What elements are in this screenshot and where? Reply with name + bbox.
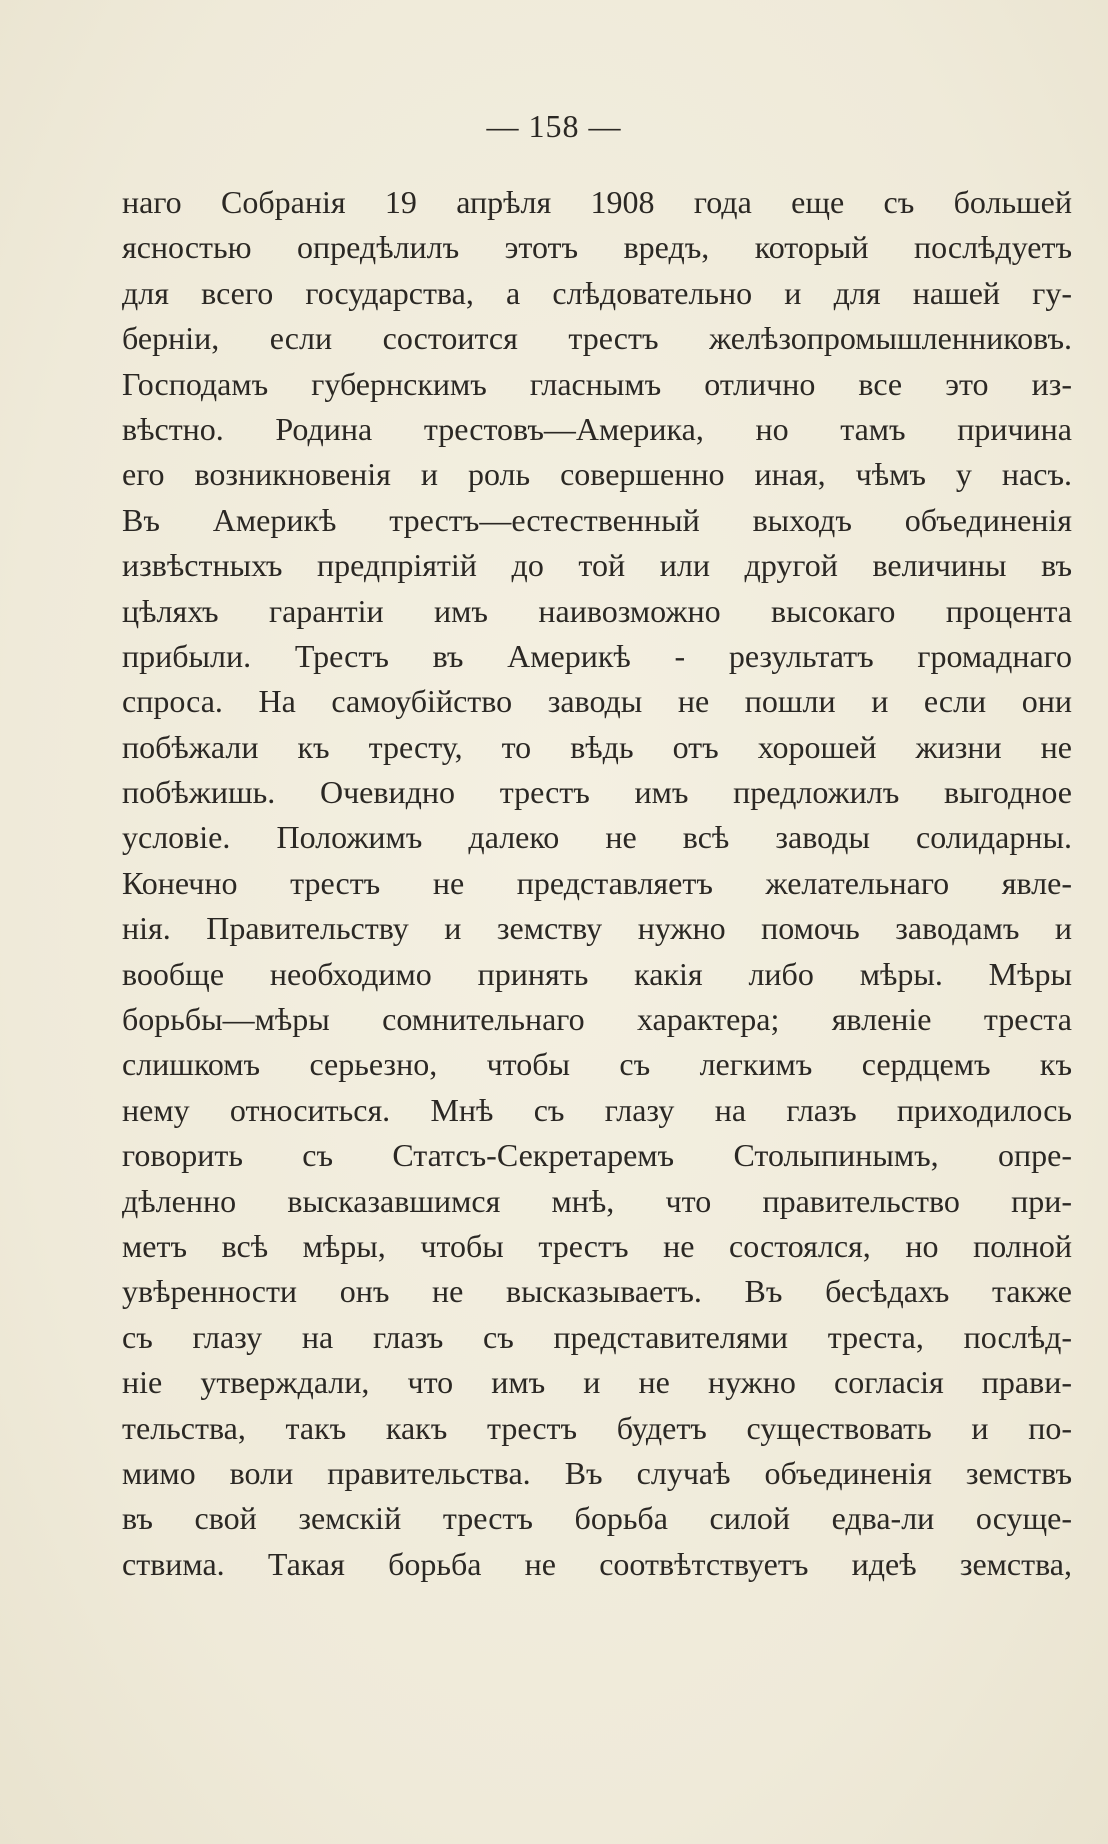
text-line: борьбы—мѣры сомнительнаго характера; явленіе треста [122,1001,1072,1038]
text-line: ствима. Такая борьба не соотвѣтствуетъ идеѣ земства, [122,1545,1072,1582]
text-line: вообще необходимо принять какія либо мѣры. Мѣры [122,955,1072,992]
text-line: Господамъ губернскимъ гласнымъ отлично все это из- [122,365,1072,402]
text-line: тельства, такъ какъ трестъ будетъ существовать и по- [122,1409,1072,1446]
text-line: берніи, если состоится трестъ желѣзопромышленниковъ. [122,320,1072,357]
text-line: увѣренности онъ не высказываетъ. Въ бесѣдахъ также [122,1273,1072,1310]
page-number: — 158 — [486,108,622,144]
text-line: нія. Правительству и земству нужно помочь заводамъ и [122,910,1072,947]
text-line: для всего государства, а слѣдовательно и для нашей гу- [122,274,1072,311]
text-line: его возникновенія и роль совершенно иная, чѣмъ у насъ. [122,456,1072,493]
text-line: метъ всѣ мѣры, чтобы трестъ не состоялся, но полной [122,1227,1072,1264]
text-line: ясностью опредѣлилъ этотъ вредъ, который послѣдуетъ [122,229,1072,266]
text-line: мимо воли правительства. Въ случаѣ объединенія земствъ [122,1454,1072,1491]
text-line: условіе. Положимъ далеко не всѣ заводы солидарны. [122,819,1072,856]
body-text [122,180,1072,1587]
text-line: извѣстныхъ предпріятій до той или другой величины въ [122,547,1072,584]
text-line: говорить съ Статсъ-Секретаремъ Столыпинымъ, опре- [122,1137,1072,1174]
text-line: нему относиться. Мнѣ съ глазу на глазъ приходилось [122,1091,1072,1128]
text-line: спроса. На самоубійство заводы не пошли и если они [122,683,1072,720]
text-line: въ свой земскій трестъ борьба силой едва-ли осуще- [122,1500,1072,1537]
text-line: Конечно трестъ не представляетъ желательнаго явле- [122,864,1072,901]
text-line: вѣстно. Родина трестовъ—Америка, но тамъ причина [122,410,1072,447]
text-line: ніе утверждали, что имъ и не нужно согласія прави- [122,1364,1072,1401]
text-line: побѣжишь. Очевидно трестъ имъ предложилъ выгодное [122,774,1072,811]
text-line: слишкомъ серьезно, чтобы съ легкимъ сердцемъ къ [122,1046,1072,1083]
text-line: дѣленно высказавшимся мнѣ, что правительство при- [122,1182,1072,1219]
text-line: Въ Америкѣ трестъ—естественный выходъ объединенія [122,501,1072,538]
text-line: побѣжали къ тресту, то вѣдь отъ хорошей жизни не [122,728,1072,765]
text-line: прибыли. Трестъ въ Америкѣ - результатъ громаднаго [122,637,1072,674]
text-line: наго Собранія 19 апрѣля 1908 года еще съ большей [122,184,1072,220]
text-line: цѣляхъ гарантіи имъ наивозможно высокаго процента [122,592,1072,629]
text-line: съ глазу на глазъ съ представителями треста, послѣд- [122,1318,1072,1355]
